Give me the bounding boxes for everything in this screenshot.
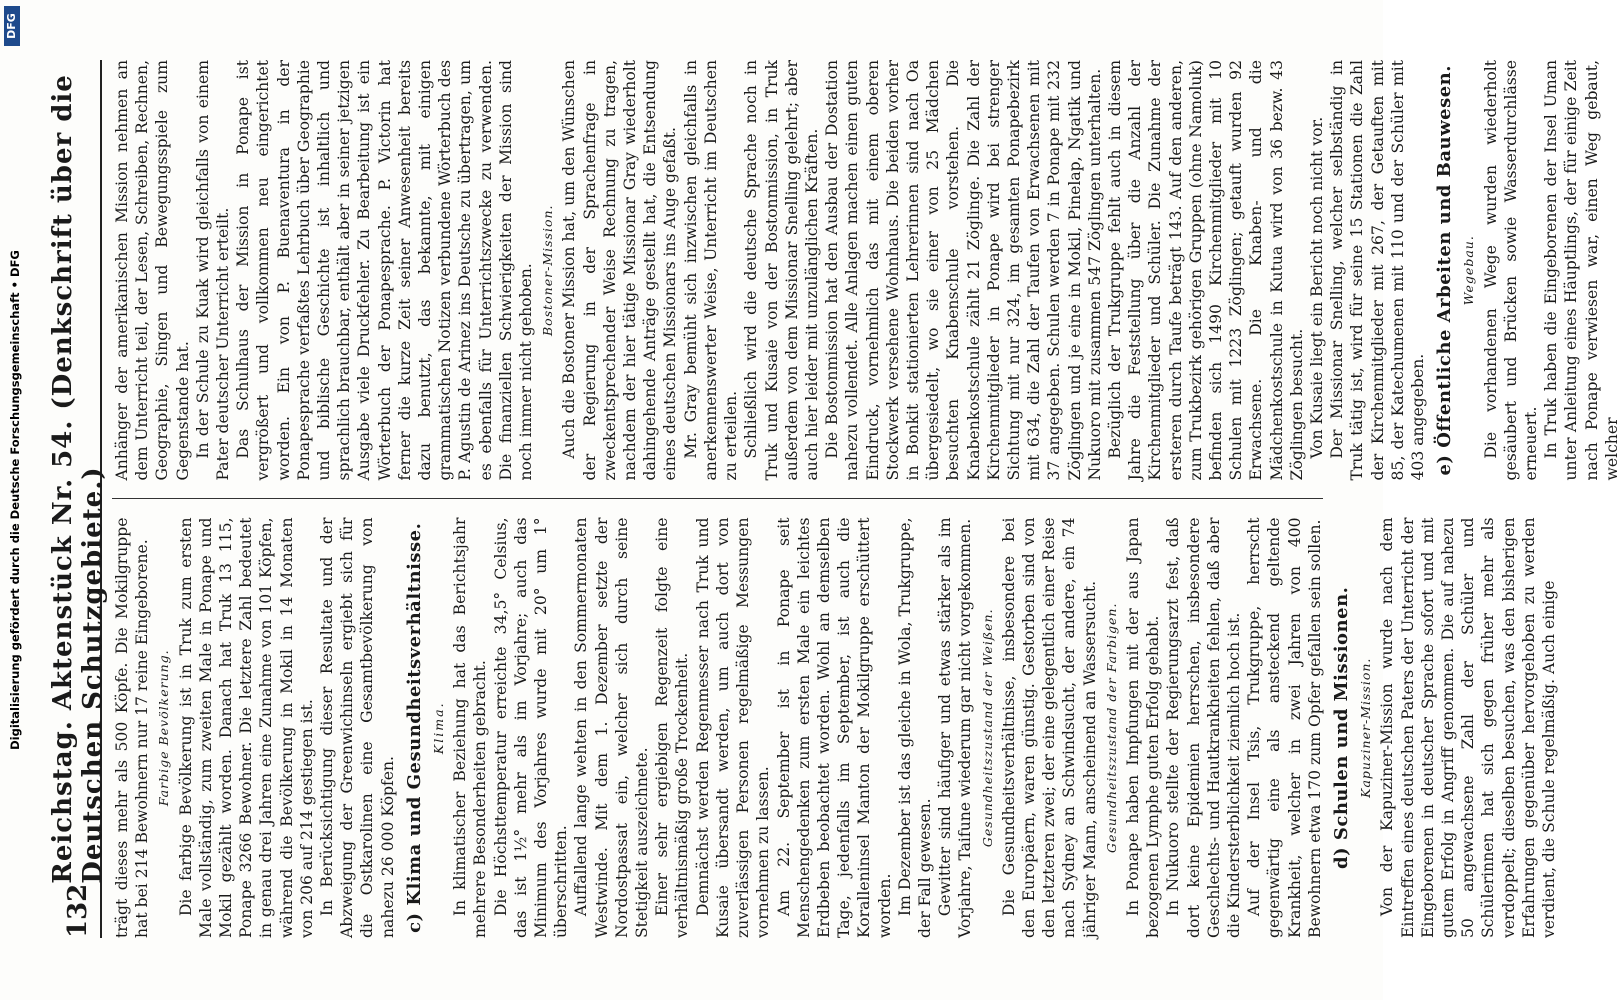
paragraph: Die vorhandenen Wege wurden wiederholt gesäubert und Brücken sowie Wasserdurchlässe erneuert. <box>1481 60 1541 481</box>
paragraph: Im Dezember ist das gleiche in Wola, Trukgruppe, der Fall gewesen. <box>895 517 934 938</box>
paragraph: Auf der Insel Tsis, Trukgruppe, herrscht gegenwärtig eine als ansteckend geltende Krankheit, welcher in zwei Jahren von 400 Bewohnern etwa 170 zum Opfer gefallen sein sollen. <box>1245 517 1324 938</box>
paragraph: Von der Kapuziner-Mission wurde nach dem Eintreffen eines deutschen Paters der Unterricht der Eingeborenen in deutscher Sprache sofort und mit gutem Erfolg in Angriff genommen. Die auf nahezu 50 angewachsene Zahl der Schüler und Schülerinnen hat sich gegen früher mehr als verdoppelt; dieselben besuchen, was den bisherigen Erfahrungen gegenüber hervorgehoben zu werden verdient, die Schule regelmäßig. Auch einige <box>1378 517 1559 938</box>
paragraph: Die Bostonmission hat den Ausbau der Dostation nahezu vollendet. Alle Anlagen machen einen guten Eindruck, vornehmlich das mit einem oberen Stockwerk versehene Wohnhaus. Die beiden vorher in Bonkit stationierten Lehrerinnen sind nach Oa übergesiedelt, wo sie einer von 25 Mädchen besuchten Knabenschule vorstehen. Die Knabenkostschule zählt 21 Zöglinge. Die Zahl der Kirchenmitglieder in Ponape wird bei strenger Sichtung mit nur 324, im gesamten Ponapebezirk mit 634, die Zahl der Taufen von Erwachsenen mit 37 angegeben. Schulen werden 7 in Ponape mit 232 Zöglingen und je eine in Mokil, Pinelap, Ngatik und Nukuoro mit zusammen 547 Zöglingen unterhalten. <box>823 60 1104 481</box>
subheading: Klima. <box>431 701 447 755</box>
subheading: Bostoner-Mission. <box>540 204 556 336</box>
column-divider <box>112 499 1323 500</box>
subheading: Farbige Bevölkerung. <box>156 649 172 807</box>
paragraph: Demnächst werden Regenmesser nach Truk und Kusaie übersandt werden, um auch dort von zuverlässigen Personen regelmäßige Messungen vornehmen zu lassen. <box>693 517 773 938</box>
section-heading: e) Öffentliche Arbeiten und Bauwesen. <box>1434 64 1456 476</box>
paragraph: Gewitter sind häufiger und etwas stärker als im Vorjahre, Taifune wiederum gar nicht vorgekommen. <box>936 517 975 938</box>
paragraph: Mr. Gray bemüht sich inzwischen gleichfalls in anerkennenswerter Weise, Unterricht im Deutschen zu erteilen. <box>681 60 741 481</box>
right-column <box>112 60 1621 481</box>
paragraph: Schließlich wird die deutsche Sprache noch in Truk und Kusaie von der Bostonmission, in Truk außerdem von dem Missionar Snelling gelehrt; aber auch hier leider mit unzulänglichen Kräften. <box>742 60 821 481</box>
paragraph: In Nukuoro stellte der Regierungsarzt fest, daß dort keine Epidemien herrschen, insbesondere Geschlechts- und Hautkrankheiten fehlen, daß aber die Kindersterblichkeit ziemlich hoch ist. <box>1164 517 1243 938</box>
paragraph: Die Höchsttemperatur erreichte 34,5° Celsius, das ist 1½° mehr als im Vorjahre; auch das Minimum des Vorjahres wurde mit 20° um 1° überschritten. <box>491 517 571 938</box>
digitization-note <box>8 0 22 1000</box>
paragraph: trägt dieses mehr als 500 Köpfe. Die Mokilgruppe hat bei 214 Bewohnern nur 17 reine Eingeborene. <box>113 517 152 938</box>
left-column <box>112 517 1559 939</box>
paragraph: In Berücksichtigung dieser Resultate und der Abzweigung der Greenwichinseln ergiebt sich für die Ostkarolinen eine Gesamtbevölkerung von nahezu 26 000 Köpfen. <box>318 517 397 938</box>
paragraph: Der Missionar Snelling, welcher selbständig in Truk tätig ist, wird für seine 15 Stationen die Zahl der Kirchenmitglieder mit 267, der Getauften mit 85, der Katechumenen mit 110 und der Schüler mit 403 angegeben. <box>1328 60 1427 481</box>
paragraph: Das Schulhaus der Mission in Ponape ist vergrößert und vollkommen neu eingerichtet worden. Ein von P. Buenaventura in der Ponapesprache verfaßtes Lehrbuch über Geographie und biblische Geschichte ist inhaltlich und sprachlich brauchbar, enthält aber in seiner jetzigen Ausgabe viele Druckfehler. Zu Bearbeitung ist ein Wörterbuch der Ponapesprache. P. Victorin hat ferner die kurze Zeit seiner Anwesenheit bereits dazu benutzt, das bekannte, mit einigen grammatischen Notizen verbundene Wörterbuch des P. Agustin de Arinez ins Deutsche zu übertragen, um es ebenfalls für Unterrichtszwecke zu verwenden. Die finanziellen Schwierigkeiten der Mission sind noch immer nicht gehoben. <box>234 60 536 481</box>
page-body <box>112 60 1621 938</box>
paragraph: Auffallend lange wehten in den Sommermonaten Westwinde. Mit dem 1. Dezember setzte der Nordostpassat ein, welcher sich durch seine Stetigkeit auszeichnete. <box>572 517 652 938</box>
paragraph: Anhänger der amerikanischen Mission nehmen an dem Unterricht teil, der Lesen, Schreiben, Rechnen, Geographie, Singen und Bewegungsspiele zum Gegenstande hat. <box>113 60 192 481</box>
paragraph: Am 22. September ist in Ponape seit Menschengedenken zum ersten Male ein leichtes Erdbeben beobachtet worden. Wohl an demselben Tage, jedenfalls im September, ist auch die Koralleninsel Manton der Mokilgruppe erschüttert worden. <box>774 517 894 938</box>
section-heading: c) Klima und Gesundheitsverhältnisse. <box>403 522 425 933</box>
paragraph: Von Kusaie liegt ein Bericht noch nicht vor. <box>1307 116 1326 459</box>
paragraph: Die farbige Bevölkerung ist in Truk zum ersten Male vollständig, zum zweiten Male in Ponape und Mokil gezählt worden. Danach hat Truk 13 115, Ponape 3266 Bewohner. Die letztere Zahl bedeutet in genau drei Jahren eine Zunahme von 101 Köpfen, während die Bevölkerung in Mokil in 14 Monaten von 206 auf 214 gestiegen ist. <box>176 517 316 938</box>
page-header <box>48 60 108 938</box>
page-title: Reichstag. Aktenstück Nr. 54. (Denkschrift über die Deutschen Schutzgebiete.) <box>48 74 108 884</box>
dfg-logo: DFG <box>4 6 20 46</box>
paragraph: In Ponape haben Impfungen mit der aus Japan bezogenen Lymphe guten Erfolg gehabt. <box>1123 517 1163 938</box>
paragraph: In Truk haben die Eingeborenen der Insel Uman unter Anleitung eines Häuptlings, der für einige Zeit nach Ponape verwiesen war, einen Weg gebaut, welcher <box>1542 60 1621 481</box>
paragraph: Einer sehr ergiebigen Regenzeit folgte eine verhältnismäßig große Trockenheit. <box>653 517 692 938</box>
subheading: Gesundheitszustand der Weißen. <box>979 608 995 848</box>
paragraph: In klimatischer Beziehung hat das Berichtsjahr mehrere Besonderheiten gebracht. <box>451 517 490 938</box>
paragraph: Die Gesundheitsverhältnisse, insbesondere bei den Europäern, waren günstig. Gestorben sind von den letzteren zwei; der eine gelegentlich einer Reise nach Sydney an Schwindsucht, der andere, ein 74 jähriger Mann, anscheinend an Wassersucht. <box>999 517 1099 938</box>
subheading: Gesundheitszustand der Farbigen. <box>1103 602 1119 853</box>
digitization-note-text: Digitalisierung gefördert durch die Deutsche Forschungsgemeinschaft • DFG <box>8 250 22 750</box>
page-number: 132 <box>63 883 93 938</box>
paragraph: Bezüglich der Trukgruppe fehlt auch in diesem Jahre die Feststellung über die Anzahl der Kirchenmitglieder und Schüler. Die Zunahme der ersteren durch Taufe beträgt 143. Auf den anderen, zum Trukbezirk gehörigen Gruppen (ohne Namoluk) befinden sich 1490 Kirchenmitglieder mit 10 Schulen mit 1223 Zöglingen; getauft wurden 92 Erwachsene. Die Knaben- und die Mädchenkostschule in Kutua wird von 36 bezw. 43 Zöglingen besucht. <box>1105 60 1306 481</box>
paragraph: In der Schule zu Kuak wird gleichfalls von einem Pater deutscher Unterricht erteilt. <box>193 60 233 481</box>
subheading: Wegebau. <box>1461 235 1477 306</box>
section-heading: d) Schulen und Missionen. <box>1330 586 1352 869</box>
paragraph: Auch die Bostoner Mission hat, um den Wünschen der Regierung in der Sprachenfrage in zweckentsprechender Weise Rechnung zu tragen, nachdem der hier tätige Missionar Gray wiederholt dahingehende Anträge gestellt hat, die Entsendung eines deutschen Missionars ins Auge gefaßt. <box>560 60 680 481</box>
subheading: Kapuziner-Mission. <box>1358 657 1374 798</box>
